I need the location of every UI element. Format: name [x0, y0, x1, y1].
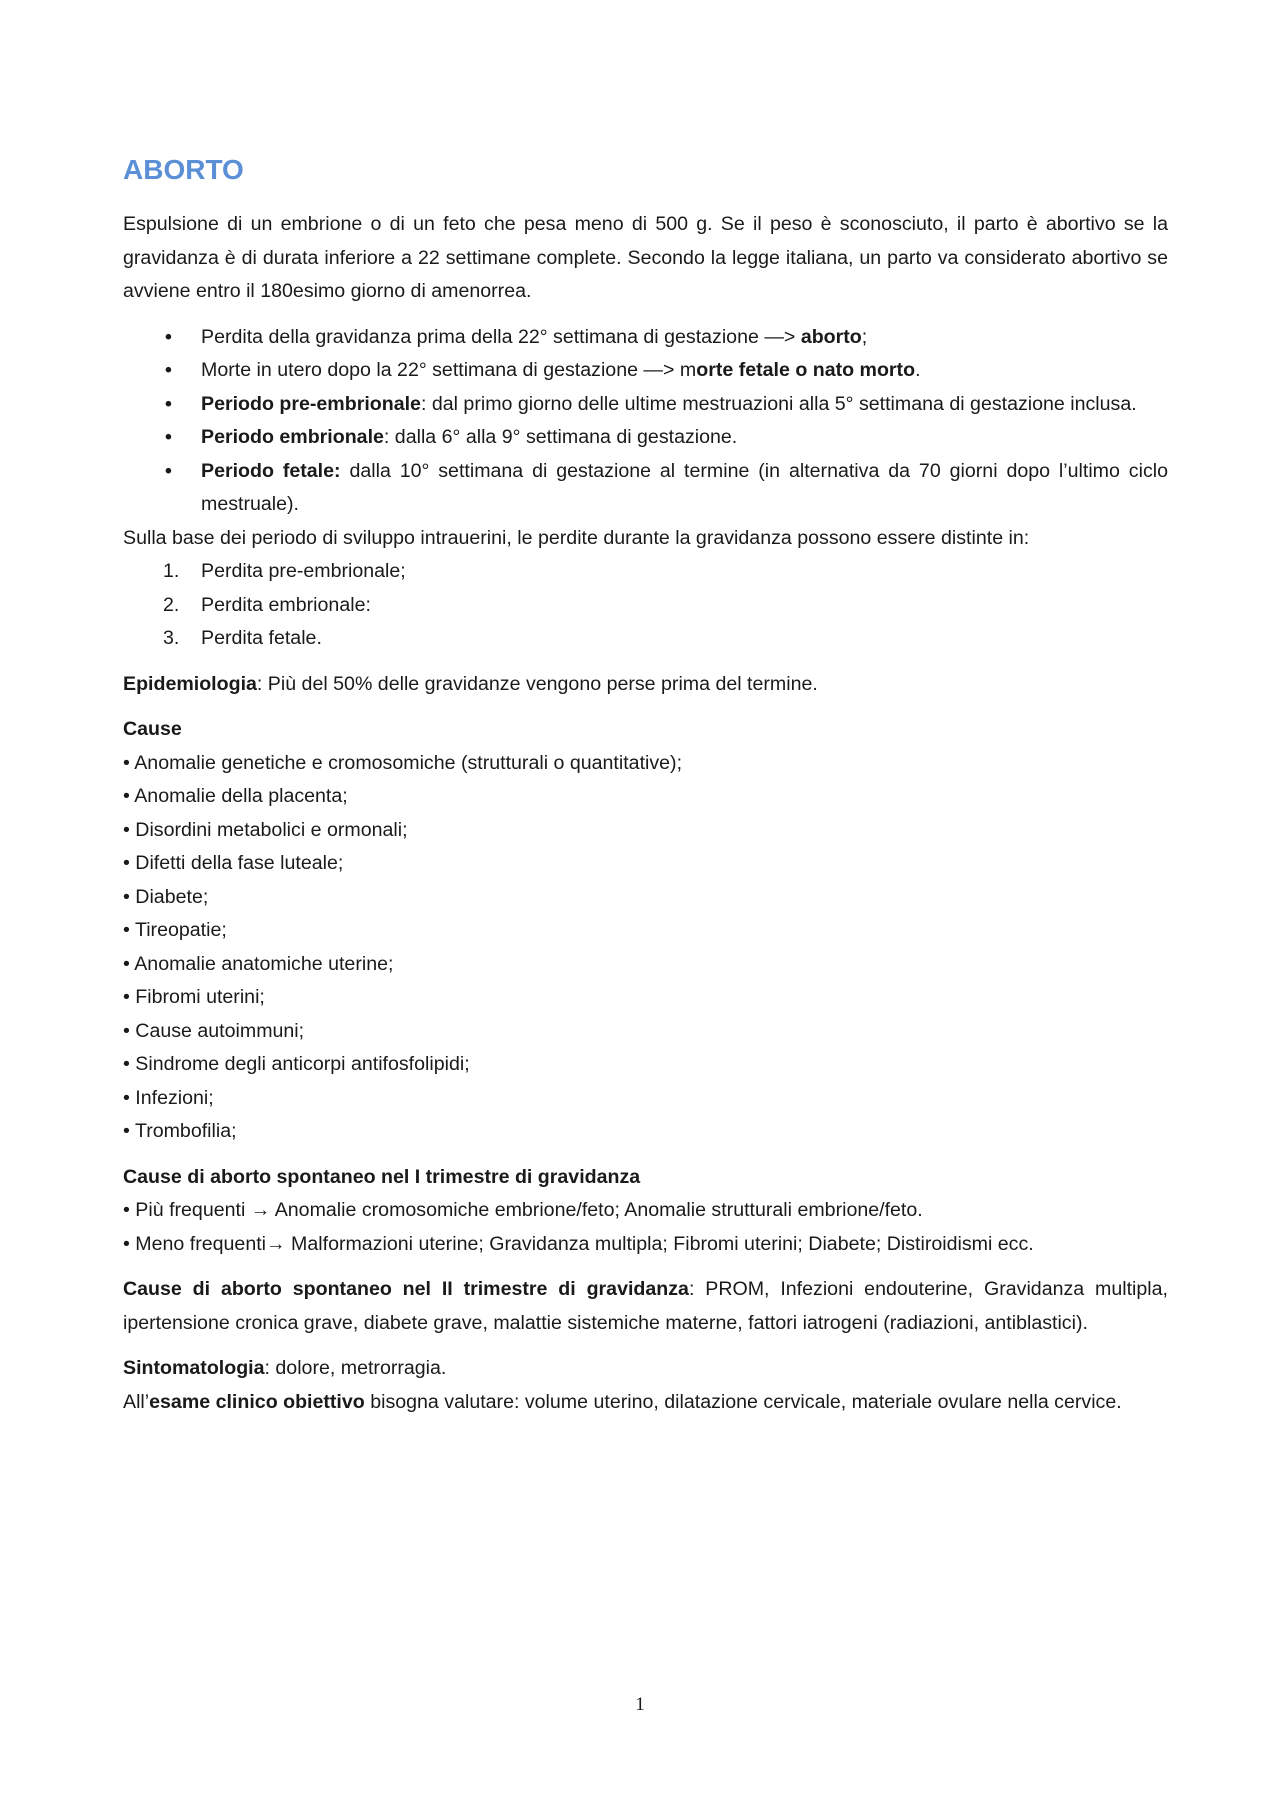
list-item: • Difetti della fase luteale; [123, 852, 344, 874]
list-item: • Cause autoimmuni; [123, 1019, 305, 1042]
bullet-icon: • [165, 426, 172, 448]
list-item: • Morte in utero dopo la 22° settimana di gestazione —> morte fetale o nato morto. [123, 354, 1168, 388]
list-item: • Fibromi uterini; [123, 986, 265, 1008]
list-item: • Perdita della gravidanza prima della 22° settimana di gestazione —> aborto; [123, 321, 1168, 355]
bullet-icon: • [165, 325, 172, 348]
bullet-icon: • [165, 359, 172, 381]
list-item: • Sindrome degli anticorpi antifosfolipidi; [123, 1053, 470, 1075]
intro-paragraph: Espulsione di un embrione o di un feto che pesa meno di 500 g. Se il peso è sconosciuto, il parto è abortivo se la gravidanza è di durata inferiore a 22 settimane complete. Secondo la legge italiana, un parto va considerato abortivo se avviene entro il 180esimo giorno di amenorrea. [123, 213, 1168, 302]
list-item: • Infezioni; [123, 1086, 214, 1109]
losses-list [123, 555, 1168, 656]
exam-paragraph: All’esame clinico obiettivo bisogna valutare: volume uterino, dilatazione cervicale, materiale ovulare nella cervice. [123, 1390, 1122, 1413]
second-trimester-paragraph: Cause di aborto spontaneo nel II trimestre di gravidanza: PROM, Infezioni endouterine, Gravidanza multipla, ipertensione cronica grave, diabete grave, malattie sistemiche materne, fattori iatrogeni (radiazioni, antiblastici). [123, 1278, 1168, 1334]
bullet-icon: • [165, 459, 172, 482]
list-item: • Anomalie anatomiche uterine; [123, 952, 394, 975]
document-page [123, 150, 1168, 1419]
definitions-list [123, 321, 1168, 522]
list-item: • Anomalie genetiche e cromosomiche (strutturali o quantitative); [123, 751, 683, 774]
causes-heading: Cause [123, 718, 182, 740]
list-item: • Diabete; [123, 885, 209, 908]
symptoms-paragraph: Sintomatologia: dolore, metrorragia. [123, 1357, 447, 1379]
list-item: 3. Perdita fetale. [163, 627, 322, 649]
list-item: 1. Perdita pre-embrionale; [163, 560, 406, 582]
list-item: • Anomalie della placenta; [123, 785, 348, 807]
list-item: • Periodo fetale: dalla 10° settimana di gestazione al termine (in alternativa da 70 giorni dopo l’ultimo ciclo mestruale). [123, 455, 1168, 522]
first-trimester-list [123, 1194, 1168, 1261]
list-item: • Più frequenti → Anomalie cromosomiche embrione/feto; Anomalie strutturali embrione/feto. [123, 1199, 923, 1221]
epidemiology-paragraph: Epidemiologia: Più del 50% delle gravidanze vengono perse prima del termine. [123, 672, 818, 695]
list-item: • Tireopatie; [123, 919, 227, 941]
first-trimester-heading: Cause di aborto spontaneo nel I trimestre di gravidanza [123, 1165, 641, 1188]
list-item: • Periodo embrionale: dalla 6° alla 9° settimana di gestazione. [123, 421, 1168, 455]
page-title: ABORTO [123, 154, 244, 185]
list-item: • Disordini metabolici e ormonali; [123, 818, 408, 841]
list-item: 2. Perdita embrionale: [163, 593, 371, 616]
list-item: • Periodo pre-embrionale: dal primo giorno delle ultime mestruazioni alla 5° settimana di gestazione inclusa. [123, 388, 1168, 422]
list-item: • Meno frequenti→ Malformazioni uterine; Gravidanza multipla; Fibromi uterini; Diabete; Distiroidismi ecc. [123, 1232, 1034, 1255]
list-item: • Trombofilia; [123, 1120, 237, 1142]
causes-list [123, 747, 1168, 1149]
losses-intro: Sulla base dei periodo di sviluppo intrauerini, le perdite durante la gravidanza possono essere distinte in: [123, 526, 1030, 549]
bullet-icon: • [165, 392, 172, 415]
page-number: 1 [635, 1694, 645, 1715]
